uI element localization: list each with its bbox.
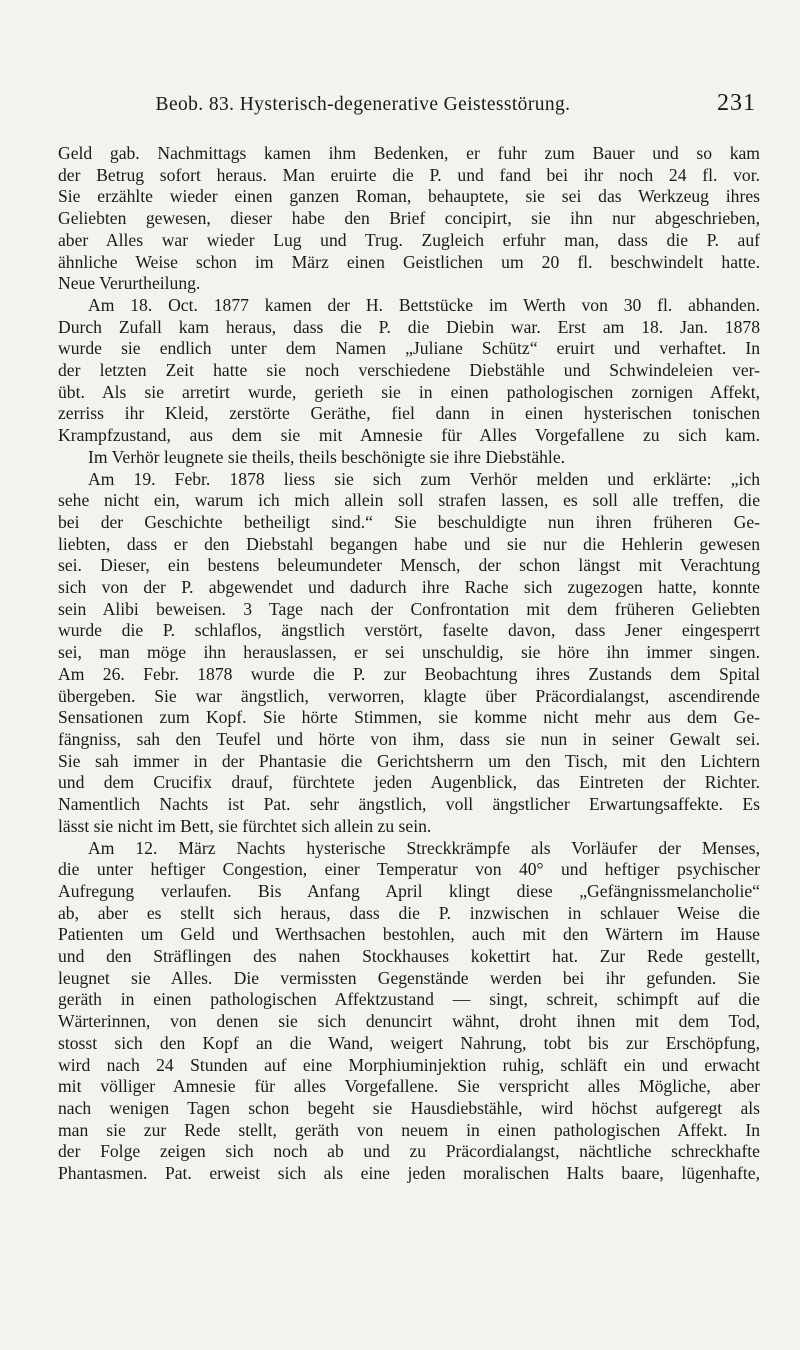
text-line: der letzten Zeit hatte sie noch verschiedene Diebstähle und Schwindeleien ver- — [58, 360, 760, 381]
text-line: sei, man möge ihn herauslassen, er sei unschuldig, sie höre ihn immer singen. — [58, 642, 760, 663]
text-line: zerriss ihr Kleid, zerstörte Geräthe, fiel dann in einen hysterischen tonischen — [58, 403, 760, 424]
text-line: Sensationen zum Kopf. Sie hörte Stimmen, sie komme nicht mehr aus dem Ge- — [58, 707, 760, 728]
text-line: der Folge zeigen sich noch ab und zu Präcordialangst, nächtliche schreckhafte — [58, 1141, 760, 1162]
text-line: wurde sie endlich unter dem Namen „Juliane Schütz“ eruirt und verhaftet. In — [58, 338, 760, 359]
page-number: 231 — [717, 90, 756, 116]
text-line: übt. Als sie arretirt wurde, gerieth sie in einen pathologischen zornigen Affekt, — [58, 381, 760, 402]
text-line: sehe nicht ein, warum ich mich allein soll strafen lassen, es soll alle treffen, die — [58, 490, 760, 511]
text-line: der Betrug sofort heraus. Man eruirte die P. und fand bei ihr noch 24 fl. vor. — [58, 164, 760, 185]
text-line: Sie erzählte wieder einen ganzen Roman, behauptete, sie sei das Werkzeug ihres — [58, 186, 760, 207]
text-line: sich von der P. abgewendet und dadurch ihre Rache sich zugezogen hatte, konnte — [58, 577, 760, 598]
text-line: Neue Verurtheilung. — [58, 273, 201, 294]
text-line: Geld gab. Nachmittags kamen ihm Bedenken, er fuhr zum Bauer und so kam — [58, 143, 760, 163]
text-line: übergeben. Sie war ängstlich, verworren, klagte über Präcordialangst, ascendirende — [58, 685, 760, 706]
text-line: stosst sich den Kopf an die Wand, weigert Nahrung, tobt bis zur Erschöpfung, — [58, 1032, 760, 1053]
text-line: ab, aber es stellt sich heraus, dass die P. inzwischen in schlauer Weise die — [58, 902, 760, 923]
text-line: Namentlich Nachts ist Pat. sehr ängstlich, voll ängstlicher Erwartungsaffekte. Es — [58, 794, 760, 815]
text-line: fängniss, sah den Teufel und hörte von ihm, dass sie nun in seiner Gewalt sei. — [58, 728, 760, 749]
text-line: ähnliche Weise schon im März einen Geistlichen um 20 fl. beschwindelt hatte. — [58, 251, 760, 272]
text-line: Am 19. Febr. 1878 liess sie sich zum Verhör melden und erklärte: „ich — [88, 468, 760, 489]
text-line: geräth in einen pathologischen Affektzustand — singt, schreit, schimpft auf die — [58, 989, 760, 1010]
text-line: Patienten um Geld und Werthsachen bestohlen, auch mit den Wärtern im Hause — [58, 924, 760, 945]
text-line: Durch Zufall kam heraus, dass die P. die Diebin war. Erst am 18. Jan. 1878 — [58, 316, 760, 337]
text-line: nach wenigen Tagen schon begeht sie Hausdiebstähle, wird höchst aufgeregt als — [58, 1097, 760, 1118]
text-line: sei. Dieser, ein bestens beleumundeter Mensch, der schon längst mit Verachtung — [58, 555, 760, 576]
text-line: Krampfzustand, aus dem sie mit Amnesie für Alles Vorgefallene zu sich kam. — [58, 425, 760, 446]
text-line: wurde die P. schlaflos, ängstlich verstört, faselte davon, dass Jener eingesperrt — [58, 620, 760, 641]
text-line: wird nach 24 Stunden auf eine Morphiuminjektion ruhig, schläft ein und erwacht — [58, 1054, 760, 1075]
text-line: und den Sträflingen des nahen Stockhauses kokettirt hat. Zur Rede gestellt, — [58, 946, 760, 967]
text-line: Im Verhör leugnete sie theils, theils beschönigte sie ihre Diebstähle. — [88, 446, 566, 467]
text-line: man sie zur Rede stellt, geräth von neuem in einen pathologischen Affekt. In — [58, 1119, 760, 1140]
text-line: lässt sie nicht im Bett, sie fürchtet sich allein zu sein. — [58, 815, 432, 836]
text-line: und dem Crucifix drauf, fürchtete jeden Augenblick, das Eintreten der Richter. — [58, 772, 760, 793]
text-line: Aufregung verlaufen. Bis Anfang April klingt diese „Gefängnissmelancholie“ — [58, 880, 760, 901]
text-line: Wärterinnen, von denen sie sich denuncirt wähnt, droht ihnen mit dem Tod, — [58, 1011, 760, 1032]
text-line: die unter heftiger Congestion, einer Temperatur von 40° und heftiger psychischer — [58, 859, 760, 880]
text-line: bei der Geschichte betheiligt sind.“ Sie beschuldigte nun ihren früheren Ge- — [58, 511, 760, 532]
text-line: Am 26. Febr. 1878 wurde die P. zur Beobachtung ihres Zustands dem Spital — [58, 663, 760, 684]
text-line: aber Alles war wieder Lug und Trug. Zugleich erfuhr man, dass die P. auf — [58, 229, 760, 250]
text-line: Am 18. Oct. 1877 kamen der H. Bettstücke im Werth von 30 fl. abhanden. — [88, 294, 760, 315]
text-line: Geliebten gewesen, dieser habe den Brief concipirt, sie ihn nur abgeschrieben, — [58, 208, 760, 229]
text-line: mit völliger Amnesie für alles Vorgefallene. Sie verspricht alles Mögliche, aber — [58, 1076, 760, 1097]
text-line: Phantasmen. Pat. erweist sich als eine jeden moralischen Halts baare, lügenhafte, — [58, 1163, 760, 1184]
text-line: sein Alibi beweisen. 3 Tage nach der Confrontation mit dem früheren Geliebten — [58, 598, 760, 619]
running-title: Beob. 83. Hysterisch-degenerative Geistesstörung. — [155, 94, 571, 115]
running-header — [58, 90, 760, 124]
body-text — [58, 143, 760, 1185]
text-line: Am 12. März Nachts hysterische Streckkrämpfe als Vorläufer der Menses, — [88, 837, 760, 858]
text-line: liebten, dass er den Diebstahl begangen habe und sie nur die Hehlerin gewesen — [58, 533, 760, 554]
text-line: Sie sah immer in der Phantasie die Gerichtsherrn um den Tisch, mit den Lichtern — [58, 750, 760, 771]
text-line: leugnet sie Alles. Die vermissten Gegenstände werden bei ihr gefunden. Sie — [58, 967, 760, 988]
